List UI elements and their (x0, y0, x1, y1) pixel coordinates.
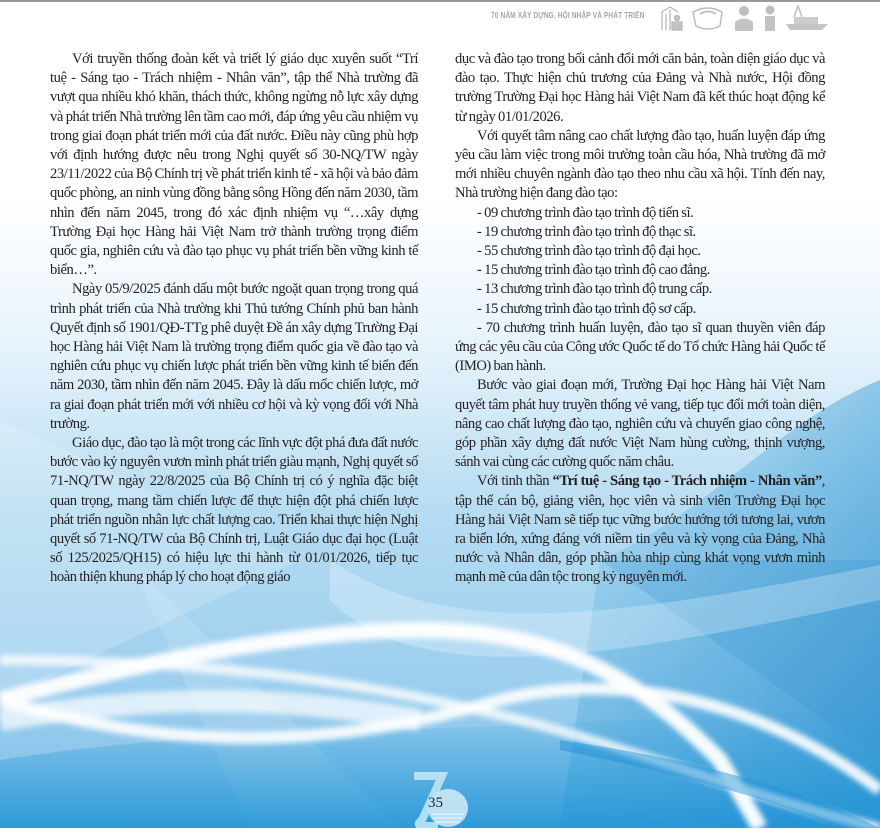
paragraph-education-breakthrough: Giáo dục, đào tạo là một trong các lĩnh vực đột phá đưa đất nước bước vào kỷ nguyên vươn mình phát triển giàu mạnh, Nghị quyết số 71-NQ/TW ngày 22/8/2025 của Bộ Chính trị có ý nghĩa đặc biệt quan trọng, mang tầm chiến lược để thực hiện đột phá chiến lược phát triển nguồn nhân lực chất lượng cao. Triển khai thực hiện Nghị quyết số 71-NQ/TW của Bộ Chính trị, Luật Giáo dục đại học (Luật số 125/2025/QH15) có hiệu lực thi hành từ 01/01/2026, tiếp tục hoàn thiện khung pháp lý cho hoạt động giáo (50, 435, 418, 586)
closing-suffix: , tập thể cán bộ, giảng viên, học viên và sinh viên Trường Đại học Hàng hải Việt Nam sẽ tiếp tục vững bước hướng tới tương lai, vươn ra biển lớn, xứng đáng với niềm tin yêu và kỳ vọng của Đảng, Nhà nước và Nhân dân, góp phần hòa nhịp cùng khát vọng vươn mình mạnh mẽ của dân tộc trong kỷ nguyên mới. (455, 473, 825, 586)
right-column (455, 50, 825, 588)
program-item: - 70 chương trình huấn luyện, đào tạo sĩ quan thuyền viên đáp ứng các yêu cầu của Công ước Quốc tế do Tổ chức Hàng hải Quốc tế (IMO) ban hành. (455, 319, 825, 375)
paragraph-tradition: Với truyền thống đoàn kết và triết lý giáo dục xuyên suốt “Trí tuệ - Sáng tạo - Trách nhiệm - Nhân văn”, tập thể Nhà trường đã vượt qua nhiều khó khăn, thách thức, không ngừng nỗ lực xây dựng và phát triển Nhà trường lên tầm cao mới, đáp ứng yêu cầu nhiệm vụ trong giai đoạn phát triển mới của đất nước. Điều này cũng phù hợp với định hướng được nêu trong Nghị quyết số 30-NQ/TW ngày 23/11/2022 của Bộ Chính trị về phát triển kinh tế - xã hội và bảo đảm quốc phòng, an ninh vùng đồng bằng sông Hồng đến năm 2030, tầm nhìn đến năm 2045, trong đó xác định nhiệm vụ “…xây dựng Trường Đại học Hàng hải Việt Nam trở thành trường trọng điểm quốc gia, nghiên cứu và đào tạo phục vụ phát triển bền vững kinh tế biển…”. (50, 51, 418, 279)
page-top-border (0, 0, 880, 2)
program-item: - 55 chương trình đào tạo trình độ đại học. (477, 243, 701, 260)
paragraph-decision-1901: Ngày 05/9/2025 đánh dấu một bước ngoặt quan trọng trong quá trình phát triển của Nhà trường khi Thủ tướng Chính phủ ban hành Quyết định số 1901/QĐ-TTg phê duyệt Đề án xây dựng Trường Đại học Hàng hải Việt Nam là trường trọng điểm quốc gia về đào tạo và nghiên cứu phục vụ chiến lược phát triển bền vững kinh tế biển đến năm 2030, tầm nhìn đến năm 2045. Đây là dấu mốc chiến lược, mở ra giai đoạn phát triển mới với nhiều cơ hội và kỳ vọng đối với Nhà trường. (50, 281, 418, 432)
program-item: - 09 chương trình đào tạo trình độ tiến sĩ. (477, 204, 694, 221)
program-item: - 15 chương trình đào tạo trình độ sơ cấp. (477, 300, 696, 317)
running-header-title: 70 NĂM XÂY DỰNG, HỘI NHẬP VÀ PHÁT TRIỂN (491, 10, 645, 20)
closing-motto: “Trí tuệ - Sáng tạo - Trách nhiệm - Nhân văn” (552, 473, 822, 490)
paragraph-programs-intro: Với quyết tâm nâng cao chất lượng đào tạo, huấn luyện đáp ứng yêu cầu làm việc trong môi trường toàn cầu hóa, Nhà trường đã mở mới nhiều chuyên ngành đào tạo theo nhu cầu xã hội. Tính đến nay, Nhà trường hiện đang đào tạo: (455, 127, 825, 202)
paragraph-closing (455, 472, 825, 587)
left-column (50, 50, 418, 588)
closing-prefix: Với tinh thần (477, 473, 553, 490)
paragraph-new-stage: Bước vào giai đoạn mới, Trường Đại học Hàng hải Việt Nam quyết tâm phát huy truyền thống vẻ vang, tiếp tục đổi mới toàn diện, nâng cao chất lượng đào tạo, nghiên cứu và chuyển giao công nghệ, góp phần xây dựng đất nước Việt Nam hùng cường, thịnh vượng, sánh vai cùng các cường quốc năm châu. (455, 377, 825, 471)
program-item: - 19 chương trình đào tạo trình độ thạc sĩ. (477, 223, 696, 240)
program-item: - 13 chương trình đào tạo trình độ trung cấp. (477, 281, 712, 298)
sailor-icon (762, 4, 778, 37)
header-illustrations (660, 4, 830, 37)
program-item: - 15 chương trình đào tạo trình độ cao đẳng. (477, 262, 710, 279)
worker-icon (732, 4, 756, 37)
paragraph-continuation: dục và đào tạo trong bối cảnh đổi mới căn bản, toàn diện giáo dục và đào tạo. Thực hiện chủ trương của Đảng và Nhà nước, Hội đồng trường Trường Đại học Hàng hải Việt Nam đã kết thúc hoạt động kể từ ngày 01/01/2026. (455, 51, 825, 125)
page-number: 35 (428, 795, 443, 811)
ship-hull-icon (690, 4, 726, 37)
cargo-ship-icon (784, 4, 830, 37)
crane-building-icon (660, 4, 684, 37)
